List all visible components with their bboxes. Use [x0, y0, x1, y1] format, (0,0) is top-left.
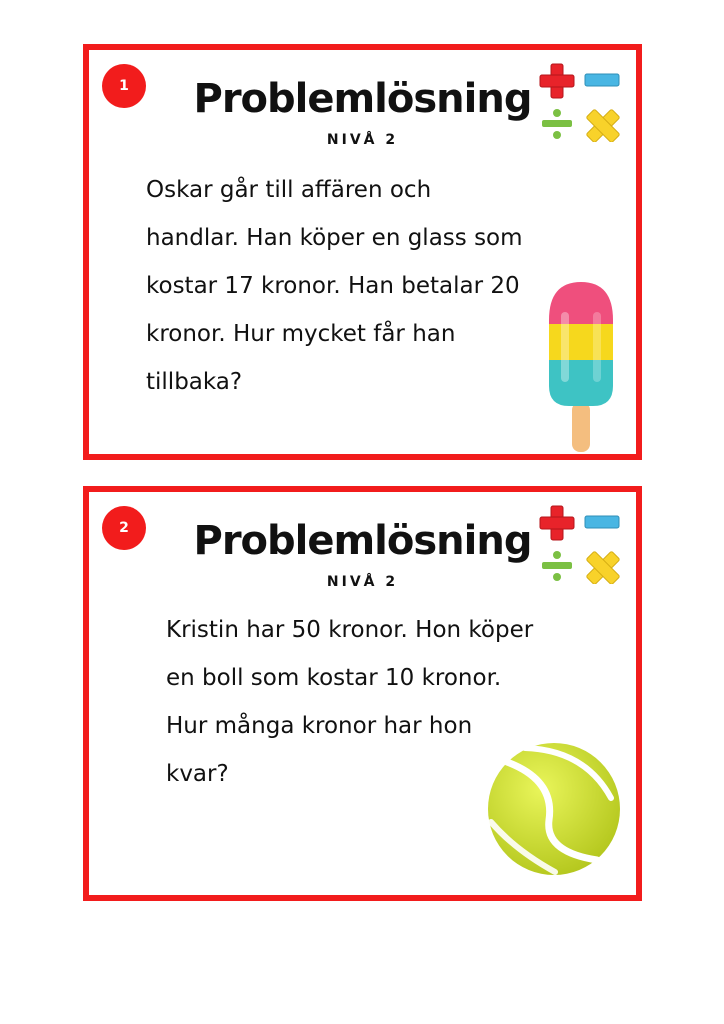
card-title: Problemlösning [193, 76, 532, 122]
card-number-badge: 2 [102, 506, 146, 550]
problem-card-1 [83, 44, 642, 460]
problem-text: Kristin har 50 kronor. Hon köper en boll som kostar 10 kronor. Hur många kronor har hon kvar? [166, 617, 534, 787]
card-level: NIVÅ 2 [326, 132, 399, 148]
math-operators-icon [539, 62, 623, 142]
card-level: NIVÅ 2 [326, 574, 399, 590]
problem-text: Oskar går till affären och handlar. Han köper en glass som kostar 17 kronor. Han betalar 20 kronor. Hur mycket får han tillbaka? [146, 177, 523, 395]
card-number-badge: 1 [102, 64, 146, 108]
problem-card-2 [83, 486, 642, 901]
popsicle-icon [543, 282, 619, 454]
math-operators-icon [539, 504, 623, 584]
card-title: Problemlösning [193, 518, 532, 564]
tennis-ball-icon [485, 740, 623, 878]
